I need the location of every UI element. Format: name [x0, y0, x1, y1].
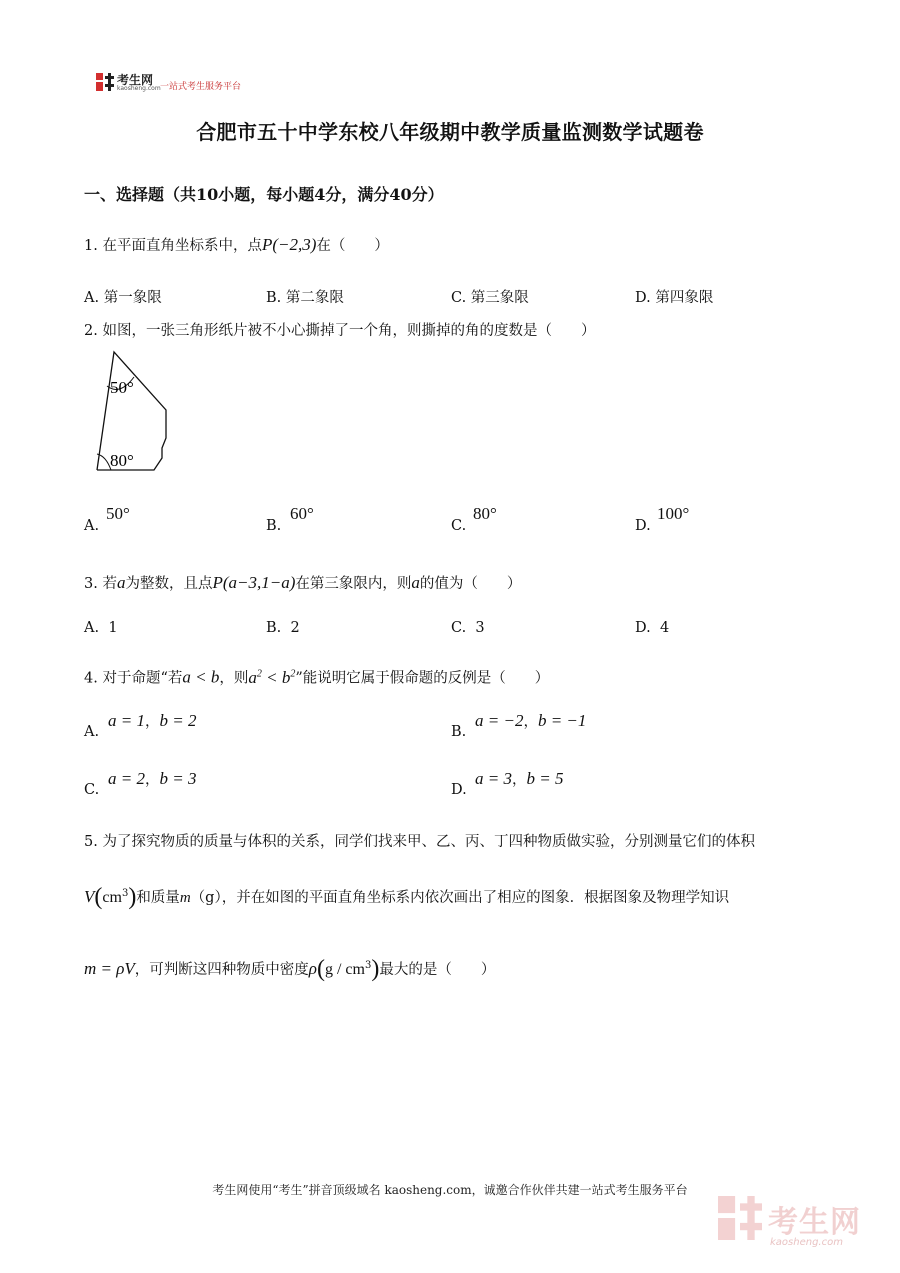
q1-option-d[interactable]: D. 第四象限 [635, 290, 714, 306]
q1-number: 1. [84, 238, 98, 254]
question-5: 5. 为了探究物质的质量与体积的关系，同学们找来甲、乙、丙、丁四种物质做实验，分别测量它们的体积 [84, 834, 755, 850]
q1-option-b[interactable]: B. 第二象限 [266, 290, 344, 306]
watermark-domain: kaosheng.com [770, 1237, 843, 1248]
q4-option-b[interactable]: a = −2，b = −1 [475, 711, 587, 730]
q4-option-c[interactable]: a = 2，b = 3 [108, 769, 197, 788]
figure-angle-top: 50° [110, 378, 134, 397]
figure-angle-bottom: 80° [110, 451, 134, 470]
question-2 [84, 321, 595, 341]
logo-name: 考生网 [117, 73, 154, 87]
logo-domain: kaosheng.com [117, 85, 161, 92]
q2-option-b-value[interactable]: 60° [290, 504, 314, 523]
question-1 [84, 235, 389, 256]
q2-text: 如图，一张三角形纸片被不小心撕掉了一个角，则撕掉的角的度数是（ ） [102, 323, 596, 339]
q3-option-d[interactable]: D. 4 [635, 620, 670, 636]
q1-option-c[interactable]: C. 第三象限 [451, 290, 529, 306]
q2-option-a-value[interactable]: 50° [106, 504, 130, 523]
q3-option-a[interactable]: A. 1 [84, 620, 118, 636]
q3-var-a: a [116, 573, 126, 592]
q1-option-a[interactable]: A. 第一象限 [84, 290, 162, 306]
q4-option-a[interactable]: a = 1，b = 2 [108, 711, 197, 730]
q2-option-a-label[interactable]: A. [84, 518, 100, 534]
question-5-line-2: $V(cm^3)$和质量m（g），并在如图的平面直角坐标系内依次画出了相应的图象．根据图象及物理学知识 [84, 883, 730, 910]
q4-math-1: a < b [182, 667, 220, 687]
q2-option-d-value[interactable]: 100° [657, 504, 690, 523]
q4-option-b-label[interactable]: B. [451, 724, 467, 740]
q5-number: 5. [84, 834, 98, 850]
q4-option-a-label[interactable]: A. [84, 724, 100, 740]
q4-math-2: $a^2 < b^2$ [248, 667, 296, 687]
kaosheng-logo-icon [96, 73, 114, 91]
torn-triangle-figure [92, 348, 182, 476]
q1-math: P(−2,3) [261, 235, 317, 254]
q1-text: 在平面直角坐标系中，点 [102, 238, 262, 254]
q2-option-c-value[interactable]: 80° [473, 504, 497, 523]
q2-number: 2. [84, 323, 98, 339]
q1-tail: 在（ ） [316, 238, 389, 254]
q3-option-c[interactable]: C. 3 [451, 620, 485, 636]
q4-option-c-label[interactable]: C. [84, 782, 100, 798]
watermark-text: 考生网 [768, 1205, 861, 1240]
q4-option-d-label[interactable]: D. [451, 782, 467, 798]
q3-option-b[interactable]: B. 2 [266, 620, 300, 636]
page-footer: 考生网使用“考生”拼音顶级域名 kaosheng.com，诚邀合作伙伴共建一站式考生服务平台 [212, 1183, 688, 1197]
q2-option-c-label[interactable]: C. [451, 518, 467, 534]
watermark-logo-icon [718, 1196, 762, 1240]
q2-option-b-label[interactable]: B. [266, 518, 282, 534]
q2-option-d-label[interactable]: D. [635, 518, 651, 534]
q3-number: 3. [84, 576, 98, 592]
q4-option-d[interactable]: a = 3，b = 5 [475, 769, 564, 788]
question-5-line-3: m = ρV，可判断这四种物质中密度$\rho(g / cm^3)$最大的是（ ） [84, 955, 496, 982]
question-4: 4. 对于命题“若a < b，则$a^2 < b^2$”能说明它属于假命题的反例是（ ） [84, 667, 550, 687]
q5-density-formula: m = ρV [84, 958, 135, 978]
page-title: 合肥市五十中学东校八年级期中教学质量监测数学试题卷 [196, 120, 704, 144]
q4-number: 4. [84, 670, 98, 687]
question-3: 3. 若a为整数，且点P(a−3,1−a)在第三象限内，则a的值为（ ） [84, 573, 522, 592]
section-heading: 一、选择题（共10小题，每小题4分，满分40分） [84, 185, 444, 204]
logo-slogan: 一站式考生服务平台 [160, 82, 242, 92]
q3-math: P(a−3,1−a) [212, 573, 296, 592]
